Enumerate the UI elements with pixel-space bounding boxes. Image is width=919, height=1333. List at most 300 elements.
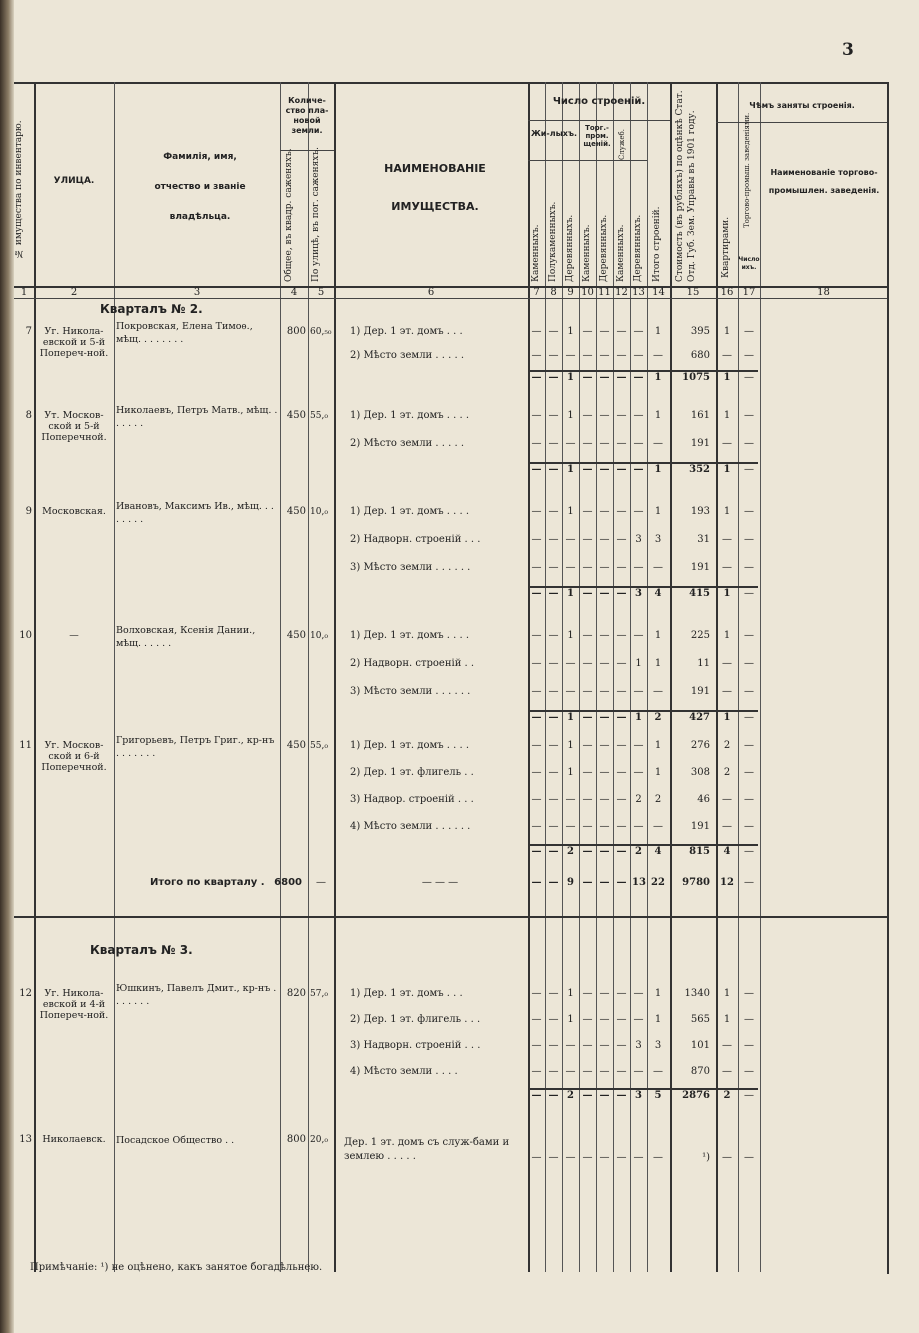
building-count-c7: — [531,767,542,778]
building-count-c10: — [582,740,593,751]
building-count-c12: — [616,410,627,421]
building-count-c7: — [531,794,542,805]
building-count-c10: — [582,658,593,669]
building-count-c7: — [531,506,542,517]
building-count-c10: — [582,794,593,805]
property-item: 1) Дер. 1 эт. домъ . . . . [350,630,470,641]
building-count-c13: 3 [635,1040,642,1051]
total-buildings: 1 [654,506,662,517]
total-buildings: 1 [654,658,662,669]
building-count-c7: — [531,630,542,641]
building-count-c8: — [548,588,559,599]
property-item: Дер. 1 эт. домъ съ служ-бами и землею . . . . . [344,1137,510,1162]
building-count-c8: — [548,1152,559,1163]
area-total: 800 [286,326,306,337]
quarter-total-front: — [316,877,326,888]
building-count-c9: — [565,438,576,449]
building-count-c8: — [548,740,559,751]
total-buildings: 1 [654,630,662,641]
quarter-total-name: — — — [421,877,459,888]
col-line [647,82,648,1272]
building-count-c10: — [582,1152,593,1163]
apartments-count: — [722,562,732,573]
building-count-c7: — [531,1040,542,1051]
colnum: 10 [581,287,594,298]
property-item: 2) Мѣсто земли . . . . . [350,350,464,361]
property-item: 2) Надворн. строеній . . . [350,534,481,545]
total-buildings: — [653,686,663,697]
building-count-c12: — [616,506,627,517]
building-count-c8: — [548,630,559,641]
building-count-c7: — [531,562,542,573]
col-line [34,82,36,1272]
building-count-c10: — [582,1090,593,1101]
total-buildings: 1 [654,464,662,475]
total-buildings: 2 [654,794,662,805]
building-count-c13: — [633,1066,644,1077]
building-count-c10: — [582,506,593,517]
building-count-c10: — [582,534,593,545]
street-front: 10,₀ [310,631,328,641]
building-count-c12: — [616,877,627,888]
building-count-c7: — [531,464,542,475]
col-line [613,82,614,1272]
building-count-c12: — [616,1152,627,1163]
area-total: 450 [286,410,306,421]
building-count-c8: — [548,821,559,832]
apartments-count: — [722,438,732,449]
total-buildings: 1 [654,988,662,999]
entry-number: 12 [19,988,32,999]
area-total: 820 [286,988,306,999]
trade-count: — [744,534,754,545]
header-occupied: Чѣмъ заняты строенія. [749,101,855,110]
building-count-c12: — [616,326,627,337]
building-count-c9: — [565,350,576,361]
street-name: Ут. Москов-ской и 5-й Поперечной. [41,410,107,443]
value-rubles: 193 [690,506,710,517]
building-count-c13: — [633,506,644,517]
building-count-c8: — [548,1090,559,1101]
building-count-c8: — [548,686,559,697]
apartments-count: 1 [723,588,731,599]
building-count-c9: 1 [567,464,574,475]
area-total: 450 [286,506,306,517]
building-count-c9: 1 [567,712,574,723]
building-count-c13: — [633,740,644,751]
building-count-c7: — [531,740,542,751]
building-count-c7: — [531,534,542,545]
total-buildings: 1 [654,1014,662,1025]
header-col17: Торгово-промыш. заведеніями. [743,112,751,228]
apartments-count: 4 [723,846,731,857]
building-count-c12: — [616,767,627,778]
building-count-c13: — [633,372,644,383]
apartments-count: 1 [723,988,731,999]
apartments-count: — [722,821,732,832]
building-count-c8: — [548,846,559,857]
building-count-c13: — [633,326,644,337]
building-count-c9: — [565,534,576,545]
value-rubles: 191 [690,438,710,449]
building-count-c9: 1 [567,588,574,599]
header-stone-1: Каменныхъ. [531,224,541,282]
area-total: 800 [286,1134,306,1145]
building-count-c12: — [616,740,627,751]
col-line [579,82,580,1272]
building-count-c13: 13 [632,877,646,888]
total-buildings: 3 [654,534,662,545]
total-buildings: — [653,438,663,449]
building-count-c10: — [582,712,593,723]
building-count-c13: 1 [635,712,642,723]
header-num-buildings: Число строеній. [552,96,646,107]
header-col14: Итого строеній. [652,206,662,282]
colnum: 3 [193,287,201,298]
building-count-c8: — [548,350,559,361]
apartments-count: 2 [723,740,731,751]
building-count-c13: — [633,988,644,999]
street-front: 55,₀ [310,411,328,421]
property-item: 4) Мѣсто земли . . . . [350,1066,458,1077]
building-count-c9: — [565,658,576,669]
apartments-count: 1 [723,464,731,475]
building-count-c11: — [599,658,610,669]
value-rubles: 415 [689,588,710,599]
building-count-c9: 1 [567,1014,574,1025]
owner-name: Посадское Общество . . [116,1135,235,1146]
value-rubles: 870 [690,1066,710,1077]
building-count-c9: 9 [567,877,574,888]
street-name: — [69,630,79,641]
colnum: 9 [567,287,574,298]
col-line [760,82,761,1272]
owner-name: Григорьевъ, Петръ Григ., кр-нъ . . . . . . . [116,735,275,759]
value-rubles: 46 [697,794,710,805]
building-count-c12: — [616,1090,627,1101]
building-count-c9: — [565,1040,576,1051]
trade-count: — [744,588,754,599]
building-count-c8: — [548,794,559,805]
apartments-count: — [722,534,732,545]
value-rubles: 1340 [684,988,710,999]
street-name: Московская. [42,506,106,517]
trade-count: — [744,658,754,669]
header-col6: НАИМЕНОВАНІЕ ИМУЩЕСТВА. [384,162,486,213]
header-line [528,120,670,121]
header-col18: Наименованіе торгово-промышлен. заведенія. [768,168,880,195]
header-line [528,160,647,161]
street-front: 60,₅₀ [310,327,332,337]
colnum: 11 [598,287,611,298]
apartments-count: 1 [723,630,731,641]
trade-count: — [744,821,754,832]
colnum: 2 [70,287,78,298]
total-buildings: — [653,1066,663,1077]
building-count-c13: 3 [635,1090,642,1101]
property-item: 2) Мѣсто земли . . . . . [350,438,464,449]
building-count-c8: — [548,438,559,449]
apartments-count: — [722,794,732,805]
building-count-c11: — [599,1152,610,1163]
building-count-c12: — [616,1014,627,1025]
building-count-c13: 2 [635,846,642,857]
property-item: 1) Дер. 1 эт. домъ . . . . [350,740,470,751]
header-stone-2: Каменныхъ. [582,224,592,282]
header-col3: Фамилія, имя, отчество и званіе владѣльца. [154,152,246,222]
building-count-c10: — [582,877,593,888]
building-count-c7: — [531,988,542,999]
building-count-c7: — [531,588,542,599]
building-count-c13: — [633,821,644,832]
building-count-c8: — [548,1066,559,1077]
owner-name: Юшкинъ, Павелъ Дмит., кр-нъ . . . . . . . [116,983,277,1007]
building-count-c7: — [531,846,542,857]
building-count-c10: — [582,821,593,832]
building-count-c11: — [599,1066,610,1077]
owner-name: Волховская, Ксенія Дании., мѣщ. . . . . . [116,625,256,649]
colnum: 18 [817,287,830,298]
building-count-c8: — [548,988,559,999]
total-buildings: — [653,562,663,573]
building-count-c12: — [616,588,627,599]
building-count-c12: — [616,372,627,383]
value-rubles: 308 [690,767,710,778]
building-count-c12: — [616,464,627,475]
total-buildings: — [653,821,663,832]
building-count-c10: — [582,1014,593,1025]
building-count-c13: — [633,767,644,778]
apartments-count: 1 [723,410,731,421]
col-line [334,82,336,1272]
entry-number: 8 [25,410,32,421]
property-item: 2) Дер. 1 эт. флигель . . [350,767,474,778]
value-rubles: 191 [690,686,710,697]
street-name: Уг. Москов-ской и 6-й Поперечной. [41,740,107,773]
building-count-c12: — [616,821,627,832]
entry-number: 10 [19,630,32,641]
area-total: 450 [286,630,306,641]
apartments-count: 2 [723,767,731,778]
colnum: 6 [427,287,435,298]
colnum: 15 [686,287,700,298]
building-count-c8: — [548,506,559,517]
building-count-c7: — [531,1152,542,1163]
total-buildings: — [653,1152,663,1163]
value-rubles: 276 [690,740,710,751]
header-line [716,122,887,123]
colnum: 16 [720,287,734,298]
trade-count: — [744,410,754,421]
value-rubles: 2876 [682,1090,710,1101]
trade-count: — [744,767,754,778]
building-count-c12: — [616,350,627,361]
building-count-c13: 1 [635,658,642,669]
building-count-c11: — [599,630,610,641]
building-count-c13: — [633,350,644,361]
building-count-c10: — [582,588,593,599]
building-count-c11: — [599,740,610,751]
footnote: Примѣчаніе: ¹) не оцѣнено, какъ занятое богадѣльнею. [30,1262,323,1273]
apartments-count: 1 [723,326,731,337]
header-wood-3: Деревянныхъ. [633,214,643,282]
property-item: 2) Надворн. строеній . . [350,658,475,669]
trade-count: — [744,326,754,337]
building-count-c8: — [548,1014,559,1025]
apartments-count: 1 [723,372,731,383]
building-count-c11: — [599,326,610,337]
col-line [630,82,631,1272]
apartments-count: 1 [723,1014,731,1025]
building-count-c9: 1 [567,410,574,421]
total-buildings: 1 [654,326,662,337]
value-rubles: ¹) [702,1152,710,1163]
building-count-c11: — [599,686,610,697]
page-number: 3 [842,40,854,60]
total-buildings: 1 [654,372,662,383]
colnum: 1 [20,287,28,298]
building-count-c13: — [633,438,644,449]
building-count-c11: — [599,562,610,573]
value-rubles: 815 [689,846,710,857]
building-count-c9: 2 [567,1090,574,1101]
trade-count: — [744,506,754,517]
building-count-c7: — [531,438,542,449]
header-col1: № имущества по инвентарю. [14,120,24,258]
building-count-c7: — [531,372,542,383]
building-count-c9: — [565,821,576,832]
building-count-c9: 1 [567,630,574,641]
building-count-c11: — [599,877,610,888]
total-buildings: 4 [654,846,662,857]
trade-count: — [744,464,754,475]
colnum: 14 [652,287,665,298]
building-count-c10: — [582,410,593,421]
building-count-c8: — [548,767,559,778]
building-count-c11: — [599,846,610,857]
building-count-c10: — [582,326,593,337]
value-rubles: 395 [690,326,710,337]
apartments-count: 2 [723,1090,731,1101]
building-count-c13: 3 [635,534,642,545]
quarter-heading: Кварталъ № 2. [100,302,203,316]
property-item: 3) Мѣсто земли . . . . . . [350,686,471,697]
col-line [308,82,309,1272]
total-buildings: 4 [654,588,662,599]
total-buildings: — [653,350,663,361]
header-col2: УЛИЦА. [53,176,95,186]
building-count-c7: — [531,712,542,723]
header-col15: Стоимость (въ рубляхъ) по оцѣнкѣ Стат. Отд. Губ. Зем. Управы въ 1901 году. [675,90,697,282]
quarter-divider [14,916,887,918]
property-item: 1) Дер. 1 эт. домъ . . . [350,326,463,337]
header-service: Служеб. [618,129,626,160]
street-name: Уг. Никола-евской и 5-й Попереч-ной. [39,326,109,359]
building-count-c8: — [548,410,559,421]
header-col4: Общее, въ квадр. саженяхъ. [284,148,294,282]
entry-number: 7 [25,326,32,337]
trade-count: — [744,1152,754,1163]
building-count-c9: — [565,686,576,697]
trade-count: — [744,794,754,805]
col-line [114,82,115,1272]
col-line [545,82,546,1272]
header-col16: Квартирами. [721,216,731,278]
building-count-c12: — [616,658,627,669]
building-count-c7: — [531,1090,542,1101]
value-rubles: 11 [697,658,710,669]
colnum: 12 [615,287,628,298]
total-buildings: 22 [651,877,665,888]
value-rubles: 9780 [682,877,710,888]
building-count-c7: — [531,658,542,669]
owner-name: Николаевъ, Петръ Матв., мѣщ. . . . . . . [116,405,278,429]
building-count-c12: — [616,686,627,697]
quarter-total-area: 6800 [274,877,302,888]
building-count-c8: — [548,658,559,669]
building-count-c13: — [633,562,644,573]
col-line [280,82,281,1272]
building-count-c9: — [565,562,576,573]
building-count-c9: — [565,1066,576,1077]
building-count-c11: — [599,794,610,805]
owner-name: Покровская, Елена Тимоѳ., мѣщ. . . . . . . . [116,321,253,345]
quarter-total-label: Итого по кварталу . [150,877,265,888]
quarter-heading: Кварталъ № 3. [90,943,193,957]
building-count-c9: — [565,794,576,805]
value-rubles: 191 [690,821,710,832]
building-count-c12: — [616,562,627,573]
total-buildings: 1 [654,410,662,421]
apartments-count: — [722,1040,732,1051]
col-line [596,82,597,1272]
building-count-c10: — [582,562,593,573]
trade-count: — [744,988,754,999]
building-count-c13: — [633,1152,644,1163]
building-count-c10: — [582,1040,593,1051]
property-item: 2) Дер. 1 эт. флигель . . . [350,1014,481,1025]
header-col5: По улицѣ, въ пог. саженяхъ. [311,147,321,282]
trade-count: — [744,350,754,361]
trade-count: — [744,630,754,641]
building-count-c13: — [633,630,644,641]
header-wood-1: Деревянныхъ. [565,214,575,282]
building-count-c11: — [599,821,610,832]
colnum: 8 [550,287,557,298]
building-count-c11: — [599,464,610,475]
building-count-c9: 1 [567,372,574,383]
building-count-c12: — [616,846,627,857]
total-buildings: 2 [654,712,662,723]
building-count-c12: — [616,1066,627,1077]
total-buildings: 5 [654,1090,662,1101]
building-count-c9: 1 [567,506,574,517]
building-count-c10: — [582,686,593,697]
building-count-c11: — [599,350,610,361]
header-wood-2: Деревянныхъ. [599,214,609,282]
building-count-c13: 2 [635,794,642,805]
building-count-c7: — [531,1014,542,1025]
header-stone-3: Каменныхъ. [616,224,626,282]
building-count-c13: — [633,1014,644,1025]
street-front: 10,₀ [310,507,328,517]
trade-count: — [744,1040,754,1051]
building-count-c8: — [548,712,559,723]
building-count-c11: — [599,1040,610,1051]
apartments-count: 1 [723,506,731,517]
colnum: 7 [533,287,540,298]
header-residential: Жи-лыхъ. [530,129,578,138]
